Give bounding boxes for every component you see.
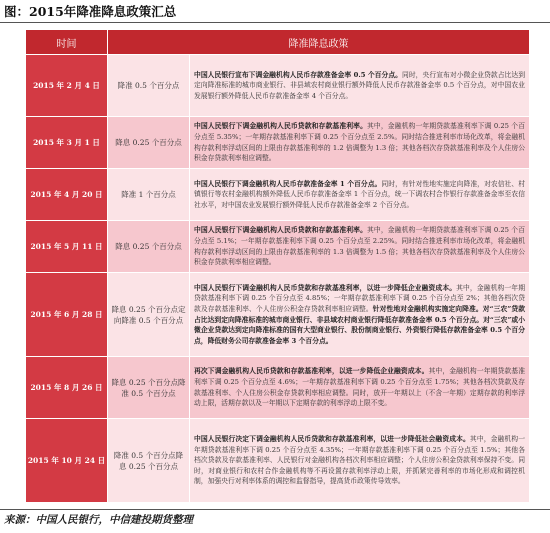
row-description-body: 其中，金融机构一年期贷款基准利率下调 0.25 个百分点至 5.35%；一年期存款基准利率下调 0.25 个百分点至 2.5%。同时结合推进利率市场化改革，将金融机构存款利率浮动区间的上限由存款基准利率的 1.2 倍调整为 1.3 倍；其他各档次存贷款基准利率及个人住房公积金存贷款利率相应调整。 (194, 122, 525, 163)
table-header-row (26, 30, 530, 55)
table-row (26, 419, 530, 503)
row-action: 降息 0.25 个百分点定向降准 0.5 个百分点 (108, 273, 190, 357)
row-action: 降准 1 个百分点 (108, 169, 190, 221)
row-date: 2015 年 10 月 24 日 (26, 419, 108, 503)
row-description-lead: 中国人民银行下调金融机构人民币存款准备金率 1 个百分点。 (194, 179, 382, 188)
row-description-tail: 针对性地对金融机构实施定向降准。对“三农”贷款占比达到定向降准标准的城市商业银行、非县域农村商业银行降低存款准备金率 0.5 个百分点。对“三农”或小微企业贷款达到定向降准标准的国有大型商业银行、股份制商业银行、外资银行降低存款准备金率 0.5 个百分点，降低财务公司存款准备金率 3 个百分点。 (194, 304, 525, 345)
header-policy: 降准降息政策 (108, 30, 530, 55)
row-action: 降准 0.5 个百分点降息 0.25 个百分点 (108, 419, 190, 503)
row-action: 降准 0.5 个百分点 (108, 55, 190, 117)
row-date: 2015 年 6 月 28 日 (26, 273, 108, 357)
row-date: 2015 年 3 月 1 日 (26, 117, 108, 169)
row-description-body: 其中，金融机构一年期贷款基准利率下调 0.25 个百分点至 5.1%；一年期存款基准利率下调 0.25 个百分点至 2.25%。同时结合推进利率市场化改革，将金融机构存款利率浮动区间的上限由存款基准利率的 1.3 倍调整为 1.5 倍；其他各档次存贷款基准利率及个人住房公积金存贷款利率相应调整。 (194, 226, 525, 267)
row-action: 降息 0.25 个百分点降准 0.5 个百分点 (108, 357, 190, 419)
row-description-body: 同时，央行宣布对小微企业贷款占比达到定向降准标准的城市商业银行、非县域农村商业银行额外降低人民币存款准备金率 0.5 个百分点，对中国农业发展银行额外降低人民币存款准备金率 4 个百分点。 (194, 70, 526, 100)
row-description-lead: 中国人民银行下调金融机构人民币贷款和存款基准利率，以进一步降低企业融资成本。 (194, 283, 457, 292)
row-date: 2015 年 8 月 26 日 (26, 357, 108, 419)
row-description-lead: 中国人民银行下调金融机构人民币贷款和存款基准利率。 (194, 122, 368, 131)
row-description (190, 169, 530, 221)
bottom-divider (0, 509, 550, 510)
row-date: 2015 年 4 月 20 日 (26, 169, 108, 221)
row-description-lead: 中国人民银行决定下调金融机构人民币贷款和存款基准利率，以进一步降低社会融资成本。 (194, 435, 470, 444)
row-description (190, 55, 530, 117)
row-description-body: 其中，金融机构一年期贷款基准利率下调 0.25 个百分点至 4.6%；一年期存款基准利率下调 0.25 个百分点至 1.75%；其他各档次贷款及存款基准利率、个人住房公积金存贷款利率相应调整。同时，放开一年期以上（不含一年期）定期存款的利率浮动上限，活期存款以及一年期以下定期存款的利率浮动上限不变。 (194, 367, 526, 408)
source-note: 来源：中国人民银行，中信建投期货整理 (4, 514, 193, 526)
row-description (190, 117, 530, 169)
row-description-body: 同时，有针对性地实施定向降准，对农信社、村镇银行等农村金融机构额外降低人民币存款准备金率 1 个百分点，统一下调农村合作银行存款准备金率至农信社水平，对中国农业发展银行额外降低人民币存款准备金率 2 个百分点。 (194, 179, 526, 209)
row-date: 2015 年 2 月 4 日 (26, 55, 108, 117)
row-description-body: 其中，金融机构一年期贷款基准利率下调 0.25 个百分点至 4.85%；一年期存款基准利率下调 0.25 个百分点至 2%；其他各档次贷款及存款基准利率、个人住房公积金存贷款利率相应调整。 (194, 283, 526, 313)
top-divider (0, 22, 550, 23)
row-action: 降息 0.25 个百分点 (108, 221, 190, 273)
table-row (26, 273, 530, 357)
row-description (190, 419, 530, 503)
row-description-lead: 中国人民银行宣布下调金融机构人民币存款准备金率 0.5 个百分点。 (194, 70, 403, 79)
policy-table (25, 29, 530, 503)
row-description-lead: 中国人民银行下调金融机构人民币贷款和存款基准利率。 (194, 226, 368, 235)
row-description-lead: 再次下调金融机构人民币贷款和存款基准利率，以进一步降低企业融资成本。 (194, 367, 429, 376)
table-row (26, 55, 530, 117)
row-description (190, 273, 530, 357)
row-description (190, 357, 530, 419)
row-action: 降息 0.25 个百分点 (108, 117, 190, 169)
row-description (190, 221, 530, 273)
table-row (26, 117, 530, 169)
row-date: 2015 年 5 月 11 日 (26, 221, 108, 273)
table-row (26, 221, 530, 273)
table-row (26, 169, 530, 221)
table-row (26, 357, 530, 419)
figure-title: 图：2015年降准降息政策汇总 (4, 4, 177, 19)
header-time: 时间 (26, 30, 108, 55)
row-description-body: 其中，金融机构一年期贷款基准利率下调 0.25 个百分点至 4.35%；一年期存款基准利率下调 0.25 个百分点至 1.5%；其他各档次贷款及存款基准利率、人民银行对金融机构各档次利率相应调整；个人住房公积金贷款利率保持不变。同时，对商业银行和农村合作金融机构等不再设置存款利率浮动上限，并抓紧完善利率的市场化形成和调控机制，加强央行对利率体系的调控和监督指导，提高货币政策传导效率。 (194, 435, 526, 486)
